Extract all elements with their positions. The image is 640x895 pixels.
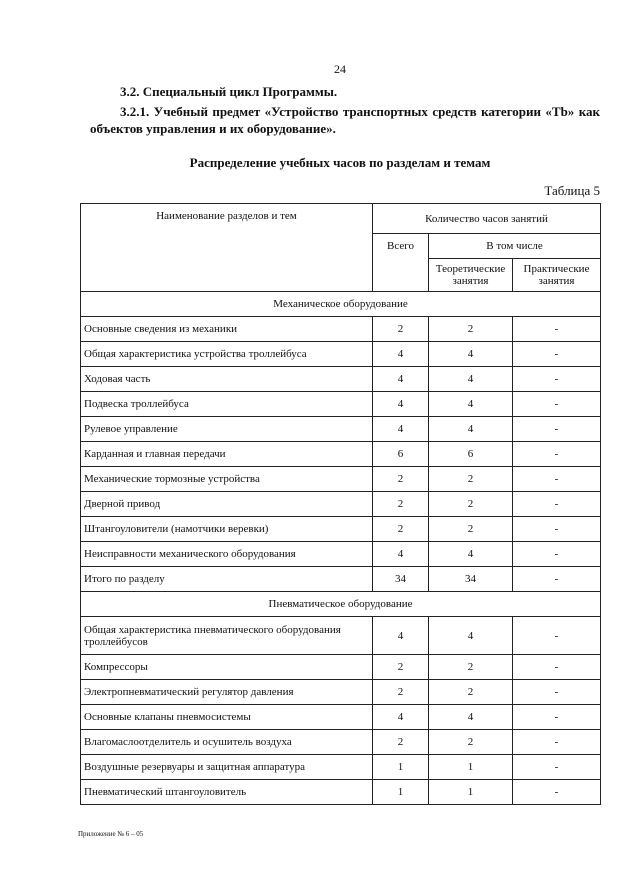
table-row bbox=[81, 567, 601, 592]
header-practice: Практические занятия bbox=[513, 259, 601, 292]
table-row bbox=[81, 617, 601, 655]
theory-hours-cell: 2 bbox=[429, 492, 513, 517]
theory-hours-cell: 34 bbox=[429, 567, 513, 592]
practice-hours-cell: - bbox=[513, 442, 601, 467]
table-row bbox=[81, 342, 601, 367]
practice-hours-cell: - bbox=[513, 755, 601, 780]
practice-hours-cell: - bbox=[513, 342, 601, 367]
practice-hours-cell: - bbox=[513, 367, 601, 392]
topic-name-cell: Основные сведения из механики bbox=[81, 317, 373, 342]
subsection-title: 3.2.1. Учебный предмет «Устройство транспортных средств категории «Tb» как объектов управления и их оборудование». bbox=[90, 104, 600, 136]
total-hours-cell: 2 bbox=[373, 467, 429, 492]
table-label: Таблица 5 bbox=[544, 183, 600, 198]
table-row bbox=[81, 417, 601, 442]
practice-hours-cell: - bbox=[513, 617, 601, 655]
header-hours: Количество часов занятий bbox=[373, 204, 601, 234]
theory-hours-cell: 2 bbox=[429, 467, 513, 492]
total-hours-cell: 2 bbox=[373, 317, 429, 342]
section-title-cell: Механическое оборудование bbox=[81, 292, 601, 317]
topic-name-cell: Влагомаслоотделитель и осушитель воздуха bbox=[81, 730, 373, 755]
practice-hours-cell: - bbox=[513, 492, 601, 517]
table-row bbox=[81, 317, 601, 342]
topic-name-cell: Механические тормозные устройства bbox=[81, 467, 373, 492]
topic-name-cell: Электропневматический регулятор давления bbox=[81, 680, 373, 705]
section-header-row bbox=[81, 292, 601, 317]
practice-hours-cell: - bbox=[513, 780, 601, 805]
header-theory: Теоретические занятия bbox=[429, 259, 513, 292]
table-row bbox=[81, 492, 601, 517]
total-hours-cell: 2 bbox=[373, 492, 429, 517]
table-row bbox=[81, 705, 601, 730]
table-row bbox=[81, 467, 601, 492]
theory-hours-cell: 2 bbox=[429, 730, 513, 755]
theory-hours-cell: 4 bbox=[429, 392, 513, 417]
table-row bbox=[81, 542, 601, 567]
total-hours-cell: 2 bbox=[373, 655, 429, 680]
theory-hours-cell: 4 bbox=[429, 342, 513, 367]
section-header-row bbox=[81, 592, 601, 617]
theory-hours-cell: 4 bbox=[429, 617, 513, 655]
theory-hours-cell: 4 bbox=[429, 367, 513, 392]
total-hours-cell: 6 bbox=[373, 442, 429, 467]
theory-hours-cell: 1 bbox=[429, 780, 513, 805]
topic-name-cell: Неисправности механического оборудования bbox=[81, 542, 373, 567]
theory-hours-cell: 2 bbox=[429, 317, 513, 342]
table-row bbox=[81, 442, 601, 467]
section-title: 3.2. Специальный цикл Программы. bbox=[120, 84, 338, 99]
table-row bbox=[81, 367, 601, 392]
practice-hours-cell: - bbox=[513, 730, 601, 755]
table-caption: Распределение учебных часов по разделам и темам bbox=[189, 155, 491, 170]
total-hours-cell: 4 bbox=[373, 367, 429, 392]
topic-name-cell: Штангоуловители (намотчики веревки) bbox=[81, 517, 373, 542]
topic-name-cell: Дверной привод bbox=[81, 492, 373, 517]
theory-hours-cell: 2 bbox=[429, 517, 513, 542]
footer-note: Приложение № 6 – 05 bbox=[78, 830, 144, 838]
table-row bbox=[81, 680, 601, 705]
header-total: Всего bbox=[373, 234, 429, 292]
theory-hours-cell: 4 bbox=[429, 542, 513, 567]
practice-hours-cell: - bbox=[513, 680, 601, 705]
theory-hours-cell: 2 bbox=[429, 655, 513, 680]
table-row bbox=[81, 730, 601, 755]
practice-hours-cell: - bbox=[513, 317, 601, 342]
theory-hours-cell: 6 bbox=[429, 442, 513, 467]
topic-name-cell: Ходовая часть bbox=[81, 367, 373, 392]
total-hours-cell: 4 bbox=[373, 705, 429, 730]
topic-name-cell: Основные клапаны пневмосистемы bbox=[81, 705, 373, 730]
total-hours-cell: 2 bbox=[373, 517, 429, 542]
table-row bbox=[81, 655, 601, 680]
page-number: 24 bbox=[334, 62, 346, 76]
total-hours-cell: 2 bbox=[373, 680, 429, 705]
table-row bbox=[81, 517, 601, 542]
practice-hours-cell: - bbox=[513, 705, 601, 730]
practice-hours-cell: - bbox=[513, 567, 601, 592]
practice-hours-cell: - bbox=[513, 417, 601, 442]
practice-hours-cell: - bbox=[513, 655, 601, 680]
table-row bbox=[81, 780, 601, 805]
table-row bbox=[81, 755, 601, 780]
total-hours-cell: 1 bbox=[373, 755, 429, 780]
topic-name-cell: Пневматический штангоуловитель bbox=[81, 780, 373, 805]
theory-hours-cell: 4 bbox=[429, 417, 513, 442]
total-hours-cell: 34 bbox=[373, 567, 429, 592]
hours-table bbox=[80, 203, 601, 805]
topic-name-cell: Общая характеристика устройства троллейбуса bbox=[81, 342, 373, 367]
topic-name-cell: Итого по разделу bbox=[81, 567, 373, 592]
table-row bbox=[81, 392, 601, 417]
total-hours-cell: 1 bbox=[373, 780, 429, 805]
header-including: В том числе bbox=[429, 234, 601, 259]
total-hours-cell: 4 bbox=[373, 617, 429, 655]
topic-name-cell: Компрессоры bbox=[81, 655, 373, 680]
topic-name-cell: Карданная и главная передачи bbox=[81, 442, 373, 467]
topic-name-cell: Рулевое управление bbox=[81, 417, 373, 442]
theory-hours-cell: 1 bbox=[429, 755, 513, 780]
practice-hours-cell: - bbox=[513, 392, 601, 417]
practice-hours-cell: - bbox=[513, 542, 601, 567]
topic-name-cell: Подвеска троллейбуса bbox=[81, 392, 373, 417]
section-title-cell: Пневматическое оборудование bbox=[81, 592, 601, 617]
theory-hours-cell: 2 bbox=[429, 680, 513, 705]
practice-hours-cell: - bbox=[513, 517, 601, 542]
theory-hours-cell: 4 bbox=[429, 705, 513, 730]
total-hours-cell: 2 bbox=[373, 730, 429, 755]
header-name: Наименование разделов и тем bbox=[81, 204, 373, 292]
total-hours-cell: 4 bbox=[373, 392, 429, 417]
total-hours-cell: 4 bbox=[373, 342, 429, 367]
practice-hours-cell: - bbox=[513, 467, 601, 492]
total-hours-cell: 4 bbox=[373, 417, 429, 442]
topic-name-cell: Воздушные резервуары и защитная аппаратура bbox=[81, 755, 373, 780]
total-hours-cell: 4 bbox=[373, 542, 429, 567]
topic-name-cell: Общая характеристика пневматического оборудования троллейбусов bbox=[81, 617, 373, 655]
